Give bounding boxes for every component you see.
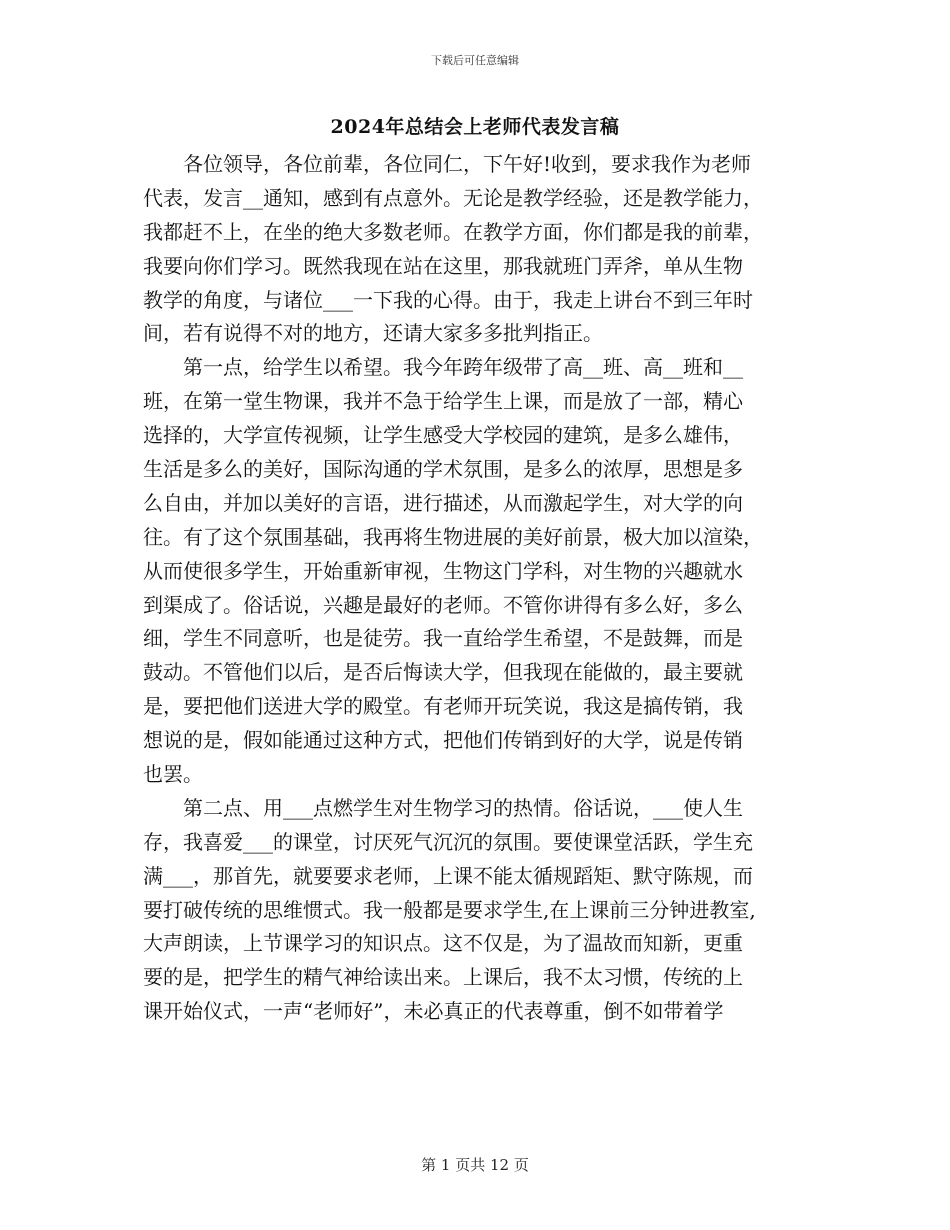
body-line: 是，要把他们送进大学的殿堂。有老师开玩笑说，我这是搞传销，我 (143, 694, 743, 719)
body-line: 鼓动。不管他们以后，是否后悔读大学，但我现在能做的，最主要就 (143, 660, 743, 685)
body-line: 想说的是，假如能通过这种方式，把他们传销到好的大学，说是传销 (143, 728, 743, 753)
body-line: 到渠成了。俗话说，兴趣是最好的老师。不管你讲得有多么好，多么 (143, 592, 743, 617)
body-line: 我要向你们学习。既然我现在站在这里，那我就班门弄斧，单从生物 (143, 253, 743, 278)
body-line: 么自由，并加以美好的言语，进行描述，从而激起学生，对大学的向 (143, 490, 743, 515)
body-line: 从而使很多学生，开始重新审视，生物这门学科，对生物的兴趣就水 (143, 558, 743, 583)
body-line: 生活是多么的美好，国际沟通的学术氛围，是多么的浓厚，思想是多 (143, 457, 743, 482)
body-line: 选择的，大学宣传视频，让学生感受大学校园的建筑，是多么雄伟， (143, 423, 743, 448)
body-line: 各位领导，各位前辈，各位同仁，下午好!收到，要求我作为老师 (183, 152, 752, 176)
page-number: 第 1 页共 12 页 (421, 1156, 529, 1174)
document-title: 2024年总结会上老师代表发言稿 (330, 116, 620, 138)
body-line: 满___，那首先，就要要求老师，上课不能太循规蹈矩、默守陈规，而 (143, 863, 753, 888)
body-line: 大声朗读，上节课学习的知识点。这不仅是，为了温故而知新，更重 (143, 931, 743, 956)
body-line: 代表，发言__通知，感到有点意外。无论是教学经验，还是教学能力， (143, 185, 763, 210)
body-line: 往。有了这个氛围基础，我再将生物进展的美好前景，极大加以渲染， (143, 524, 763, 549)
body-line: 存，我喜爱___的课堂，讨厌死气沉沉的氛围。要使课堂活跃，学生充 (143, 829, 753, 854)
document-body (143, 148, 823, 1029)
body-line: 也罢。 (143, 762, 203, 787)
body-line: 教学的角度，与诸位___一下我的心得。由于，我走上讲台不到三年时 (143, 287, 753, 312)
body-line: 我都赶不上，在坐的绝大多数老师。在教学方面，你们都是我的前辈， (143, 219, 763, 244)
body-line: 要打破传统的思维惯式。我一般都是要求学生,在上课前三分钟进教室, (143, 897, 756, 922)
body-line: 间，若有说得不对的地方，还请大家多多批判指正。 (143, 321, 603, 346)
body-line: 课开始仪式，一声“老师好”，未必真正的代表尊重，倒不如带着学 (143, 999, 724, 1024)
body-line: 班，在第一堂生物课，我并不急于给学生上课，而是放了一部，精心 (143, 389, 743, 414)
page-header-note: 下载后可任意编辑 (431, 54, 519, 67)
body-line: 第二点、用___点燃学生对生物学习的热情。俗话说，___使人生 (183, 795, 743, 820)
body-line: 要的是，把学生的精气神给读出来。上课后，我不太习惯，传统的上 (143, 965, 743, 990)
body-line: 第一点，给学生以希望。我今年跨年级带了高__班、高__班和__ (183, 355, 743, 380)
body-line: 细，学生不同意听，也是徒劳。我一直给学生希望，不是鼓舞，而是 (143, 626, 743, 651)
